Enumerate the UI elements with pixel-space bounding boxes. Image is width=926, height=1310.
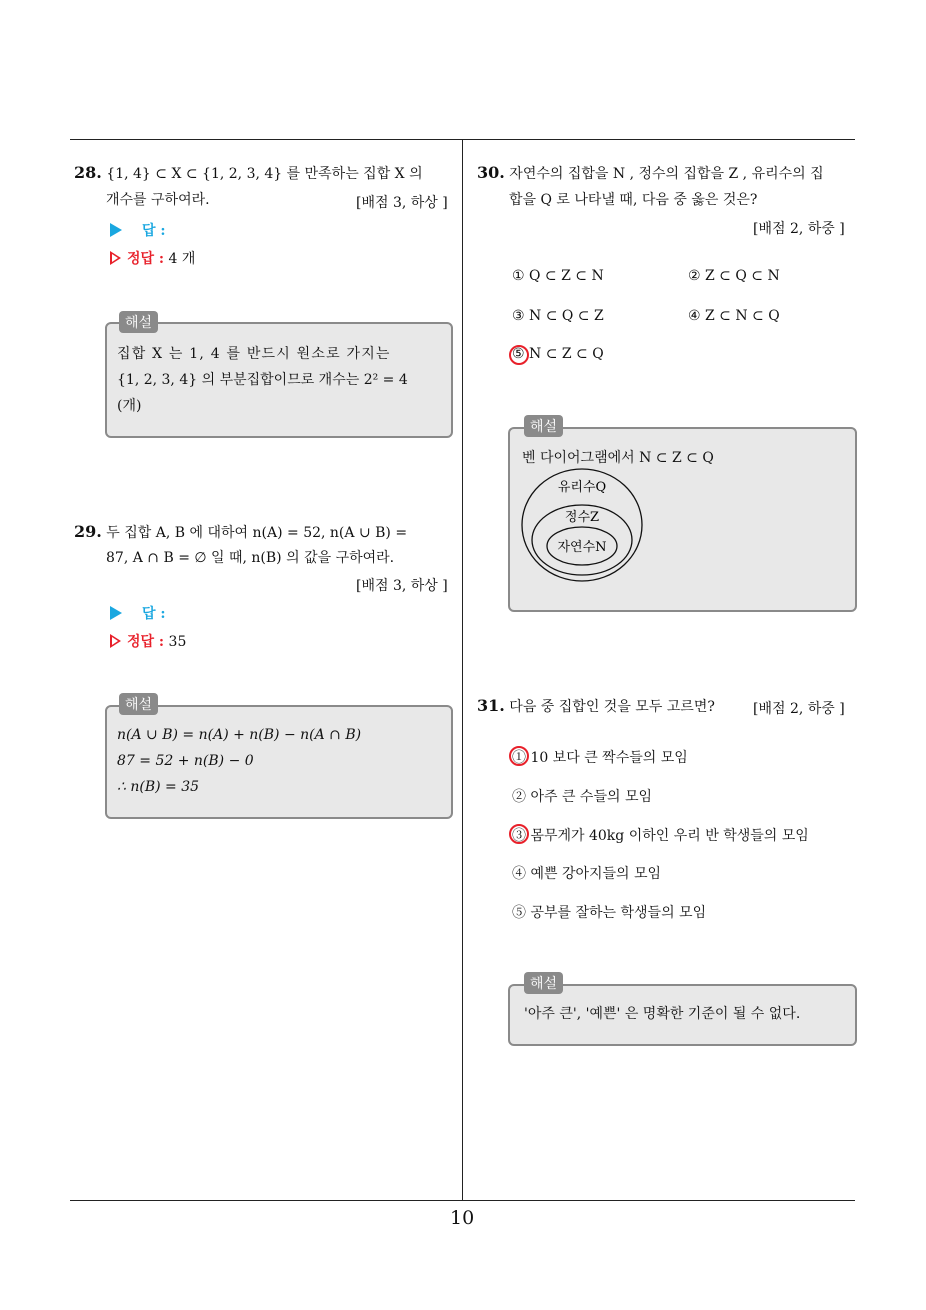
q31-solution-line: '아주 큰', '예쁜' 은 명확한 기준이 될 수 없다. bbox=[524, 1006, 801, 1022]
q31-stem bbox=[477, 693, 715, 720]
play-outline-icon bbox=[110, 634, 121, 648]
play-outline-icon bbox=[110, 251, 121, 265]
q28-score: [배점 3, 하상 ] bbox=[356, 195, 448, 211]
q29-stem bbox=[74, 519, 407, 546]
bottom-rule bbox=[70, 1200, 855, 1201]
q30-solution-line: 벤 다이어그램에서 N ⊂ Z ⊂ Q bbox=[522, 450, 714, 466]
q29-score: [배점 3, 하상 ] bbox=[356, 578, 448, 594]
q29-answer-label: 답 : bbox=[142, 606, 166, 622]
q31-option-3[interactable]: ③ 몸무게가 40kg 이하인 우리 반 학생들의 모임 bbox=[512, 828, 809, 844]
q31-answer-mark-1 bbox=[509, 746, 529, 766]
q30-line2: 합을 Q 로 나타낼 때, 다음 중 옳은 것은? bbox=[509, 192, 758, 208]
q30-line1: 자연수의 집합을 N , 정수의 집합을 Z , 유리수의 집 bbox=[509, 166, 824, 182]
q30-number: 30. bbox=[477, 163, 505, 182]
q29-solution-text bbox=[117, 722, 361, 800]
q31-answer-mark-3 bbox=[509, 824, 529, 844]
q31-option-2[interactable]: ② 아주 큰 수들의 모임 bbox=[512, 789, 652, 805]
q29-correct-label: 정답 : bbox=[127, 634, 165, 650]
q29-correct-row bbox=[110, 631, 186, 651]
q28-stem bbox=[74, 160, 423, 187]
q30-option-3[interactable]: ③ N ⊂ Q ⊂ Z bbox=[512, 308, 604, 324]
q29-solution-line: ∴ n(B) = 35 bbox=[117, 779, 200, 795]
q31-line1: 다음 중 집합인 것을 모두 고르면? bbox=[509, 699, 715, 715]
q28-correct-label: 정답 : bbox=[127, 251, 165, 267]
q30-option-1[interactable]: ① Q ⊂ Z ⊂ N bbox=[512, 268, 604, 284]
q29-solution-line: n(A ∪ B) = n(A) + n(B) − n(A ∩ B) bbox=[117, 727, 362, 743]
q29-answer-row bbox=[110, 603, 166, 623]
q31-score: [배점 2, 하중 ] bbox=[753, 701, 845, 717]
q28-solution-text bbox=[117, 341, 408, 419]
q31-option-4[interactable]: ④ 예쁜 강아지들의 모임 bbox=[512, 866, 662, 882]
q31-option-5[interactable]: ⑤ 공부를 잘하는 학생들의 모임 bbox=[512, 905, 707, 921]
q29-solution-line: 87 = 52 + n(B) − 0 bbox=[117, 753, 254, 769]
q28-solution-line: {1, 2, 3, 4} 의 부분집합이므로 개수는 2² = 4 bbox=[117, 372, 408, 388]
q29-number: 29. bbox=[74, 522, 102, 541]
play-icon bbox=[110, 223, 122, 237]
q29-line1: 두 집합 A, B 에 대하여 n(A) = 52, n(A ∪ B) = bbox=[106, 525, 408, 541]
q30-stem bbox=[477, 160, 824, 187]
q28-number: 28. bbox=[74, 163, 102, 182]
q30-option-5[interactable]: ⑤ N ⊂ Z ⊂ Q bbox=[512, 346, 604, 362]
q28-solution-line: 집합 X 는 1, 4 를 반드시 원소로 가지는 bbox=[117, 346, 391, 362]
column-divider bbox=[462, 139, 463, 1201]
page-number: 10 bbox=[450, 1207, 475, 1229]
play-icon bbox=[110, 606, 122, 620]
q29-correct-value: 35 bbox=[168, 634, 187, 650]
q29-line2: 87, A ∩ B = ∅ 일 때, n(B) 의 값을 구하여라. bbox=[106, 550, 395, 566]
venn-inner-label: 자연수N bbox=[557, 540, 607, 555]
venn-outer-label: 유리수Q bbox=[557, 480, 607, 495]
q30-score: [배점 2, 하중 ] bbox=[753, 221, 845, 237]
q28-line2: 개수를 구하여라. bbox=[106, 192, 210, 208]
q28-answer-row bbox=[110, 220, 166, 240]
q28-solution-tag: 해설 bbox=[119, 311, 158, 333]
q28-correct-row bbox=[110, 248, 195, 268]
q28-correct-value: 4 개 bbox=[168, 251, 196, 267]
venn-diagram bbox=[518, 468, 648, 590]
q31-solution-tag: 해설 bbox=[524, 972, 563, 994]
venn-middle-label: 정수Z bbox=[564, 510, 600, 525]
q28-answer-label: 답 : bbox=[142, 223, 166, 239]
q30-option-4[interactable]: ④ Z ⊂ N ⊂ Q bbox=[688, 308, 780, 324]
q29-solution-tag: 해설 bbox=[119, 693, 158, 715]
q31-option-1[interactable]: ① 10 보다 큰 짝수들의 모임 bbox=[512, 750, 688, 766]
q31-number: 31. bbox=[477, 696, 505, 715]
q30-answer-mark bbox=[509, 345, 529, 365]
q30-option-2[interactable]: ② Z ⊂ Q ⊂ N bbox=[688, 268, 780, 284]
q28-solution-line: (개) bbox=[117, 398, 142, 414]
q30-solution-tag: 해설 bbox=[524, 415, 563, 437]
q28-line1: {1, 4} ⊂ X ⊂ {1, 2, 3, 4} 를 만족하는 집합 X 의 bbox=[106, 166, 423, 182]
